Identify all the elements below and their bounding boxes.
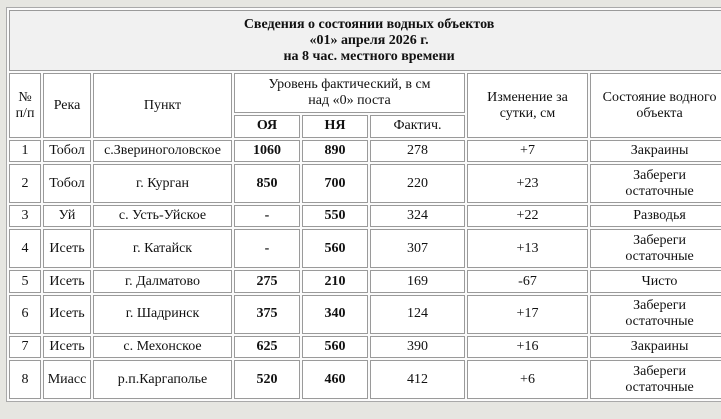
row-point: г. Шадринск	[93, 295, 232, 334]
row-oya: 850	[234, 164, 300, 203]
header-number	[9, 73, 41, 137]
table-row	[9, 295, 721, 334]
row-nya: 210	[302, 270, 368, 292]
row-nya: 550	[302, 205, 368, 227]
table-row	[9, 336, 721, 358]
row-fact: 324	[370, 205, 465, 227]
header-change-line2: сутки, см	[499, 105, 556, 121]
row-point: с. Усть-Уйское	[93, 205, 232, 227]
row-oya: 1060	[234, 140, 300, 162]
row-state-line1: Закраины	[630, 338, 689, 354]
row-number: 7	[9, 336, 41, 358]
row-oya: 625	[234, 336, 300, 358]
row-state-line2: остаточные	[625, 314, 694, 330]
row-fact: 278	[370, 140, 465, 162]
table-row	[9, 270, 721, 292]
header-oya: ОЯ	[234, 115, 300, 137]
row-change: +13	[467, 229, 588, 268]
row-change: +23	[467, 164, 588, 203]
caption-date: «01» апреля 2026 г.	[309, 33, 429, 49]
row-change: -67	[467, 270, 588, 292]
row-state	[590, 336, 721, 358]
row-point: г. Далматово	[93, 270, 232, 292]
table-row	[9, 205, 721, 227]
row-number: 1	[9, 140, 41, 162]
header-change	[467, 73, 588, 137]
row-state	[590, 229, 721, 268]
row-river: Тобол	[43, 140, 91, 162]
row-state-line1: Чисто	[641, 273, 678, 289]
row-number: 6	[9, 295, 41, 334]
row-change: +6	[467, 360, 588, 399]
row-fact: 412	[370, 360, 465, 399]
table-row	[9, 164, 721, 203]
row-point: г. Катайск	[93, 229, 232, 268]
row-oya: 375	[234, 295, 300, 334]
caption-time: на 8 час. местного времени	[283, 49, 455, 65]
row-river: Исеть	[43, 295, 91, 334]
row-state-line1: Забереги	[633, 298, 686, 314]
header-number-line2: п/п	[15, 105, 35, 121]
row-river: Уй	[43, 205, 91, 227]
header-change-line1: Изменение за	[487, 89, 568, 105]
row-river: Исеть	[43, 270, 91, 292]
row-state-line1: Забереги	[633, 363, 686, 379]
row-change: +16	[467, 336, 588, 358]
row-state-line1: Забереги	[633, 167, 686, 183]
row-number: 3	[9, 205, 41, 227]
row-fact: 390	[370, 336, 465, 358]
table-row	[9, 229, 721, 268]
row-nya: 700	[302, 164, 368, 203]
row-state	[590, 360, 721, 399]
row-fact: 124	[370, 295, 465, 334]
row-nya: 560	[302, 229, 368, 268]
row-state-line2: остаточные	[625, 183, 694, 199]
row-nya: 560	[302, 336, 368, 358]
header-state-line1: Состояние водного	[602, 89, 717, 105]
table-row	[9, 360, 721, 399]
row-river: Исеть	[43, 229, 91, 268]
row-nya: 340	[302, 295, 368, 334]
row-point: р.п.Каргаполье	[93, 360, 232, 399]
row-fact: 220	[370, 164, 465, 203]
water-status-table	[6, 7, 721, 402]
row-state	[590, 140, 721, 162]
row-number: 8	[9, 360, 41, 399]
row-change: +17	[467, 295, 588, 334]
row-state-line1: Закраины	[630, 142, 689, 158]
row-oya: 275	[234, 270, 300, 292]
table-row	[9, 140, 721, 162]
row-oya: 520	[234, 360, 300, 399]
header-fact: Фактич.	[370, 115, 465, 137]
row-state	[590, 270, 721, 292]
row-number: 5	[9, 270, 41, 292]
header-level-line2: над «0» поста	[308, 93, 391, 109]
row-oya: -	[234, 205, 300, 227]
row-change: +7	[467, 140, 588, 162]
row-oya: -	[234, 229, 300, 268]
row-state-line2: остаточные	[625, 248, 694, 264]
header-state	[590, 73, 721, 137]
row-state-line1: Забереги	[633, 232, 686, 248]
row-point: с. Мехонское	[93, 336, 232, 358]
caption-title: Сведения о состоянии водных объектов	[243, 17, 495, 33]
header-nya: НЯ	[302, 115, 368, 137]
header-point: Пункт	[93, 73, 232, 137]
row-change: +22	[467, 205, 588, 227]
row-number: 4	[9, 229, 41, 268]
row-state-line2: остаточные	[625, 379, 694, 395]
row-fact: 169	[370, 270, 465, 292]
header-river: Река	[43, 73, 91, 137]
row-river: Тобол	[43, 164, 91, 203]
row-state	[590, 295, 721, 334]
row-nya: 460	[302, 360, 368, 399]
row-state	[590, 164, 721, 203]
header-state-line2: объекта	[636, 105, 683, 121]
row-river: Миасс	[43, 360, 91, 399]
row-fact: 307	[370, 229, 465, 268]
header-level	[234, 73, 465, 113]
row-point: г. Курган	[93, 164, 232, 203]
table-caption	[9, 10, 721, 71]
row-state-line1: Разводья	[633, 208, 686, 224]
row-number: 2	[9, 164, 41, 203]
row-river: Исеть	[43, 336, 91, 358]
row-point: с.Звериноголовское	[93, 140, 232, 162]
row-nya: 890	[302, 140, 368, 162]
header-number-line1: №	[18, 89, 32, 105]
header-level-line1: Уровень фактический, в см	[268, 77, 431, 93]
row-state	[590, 205, 721, 227]
